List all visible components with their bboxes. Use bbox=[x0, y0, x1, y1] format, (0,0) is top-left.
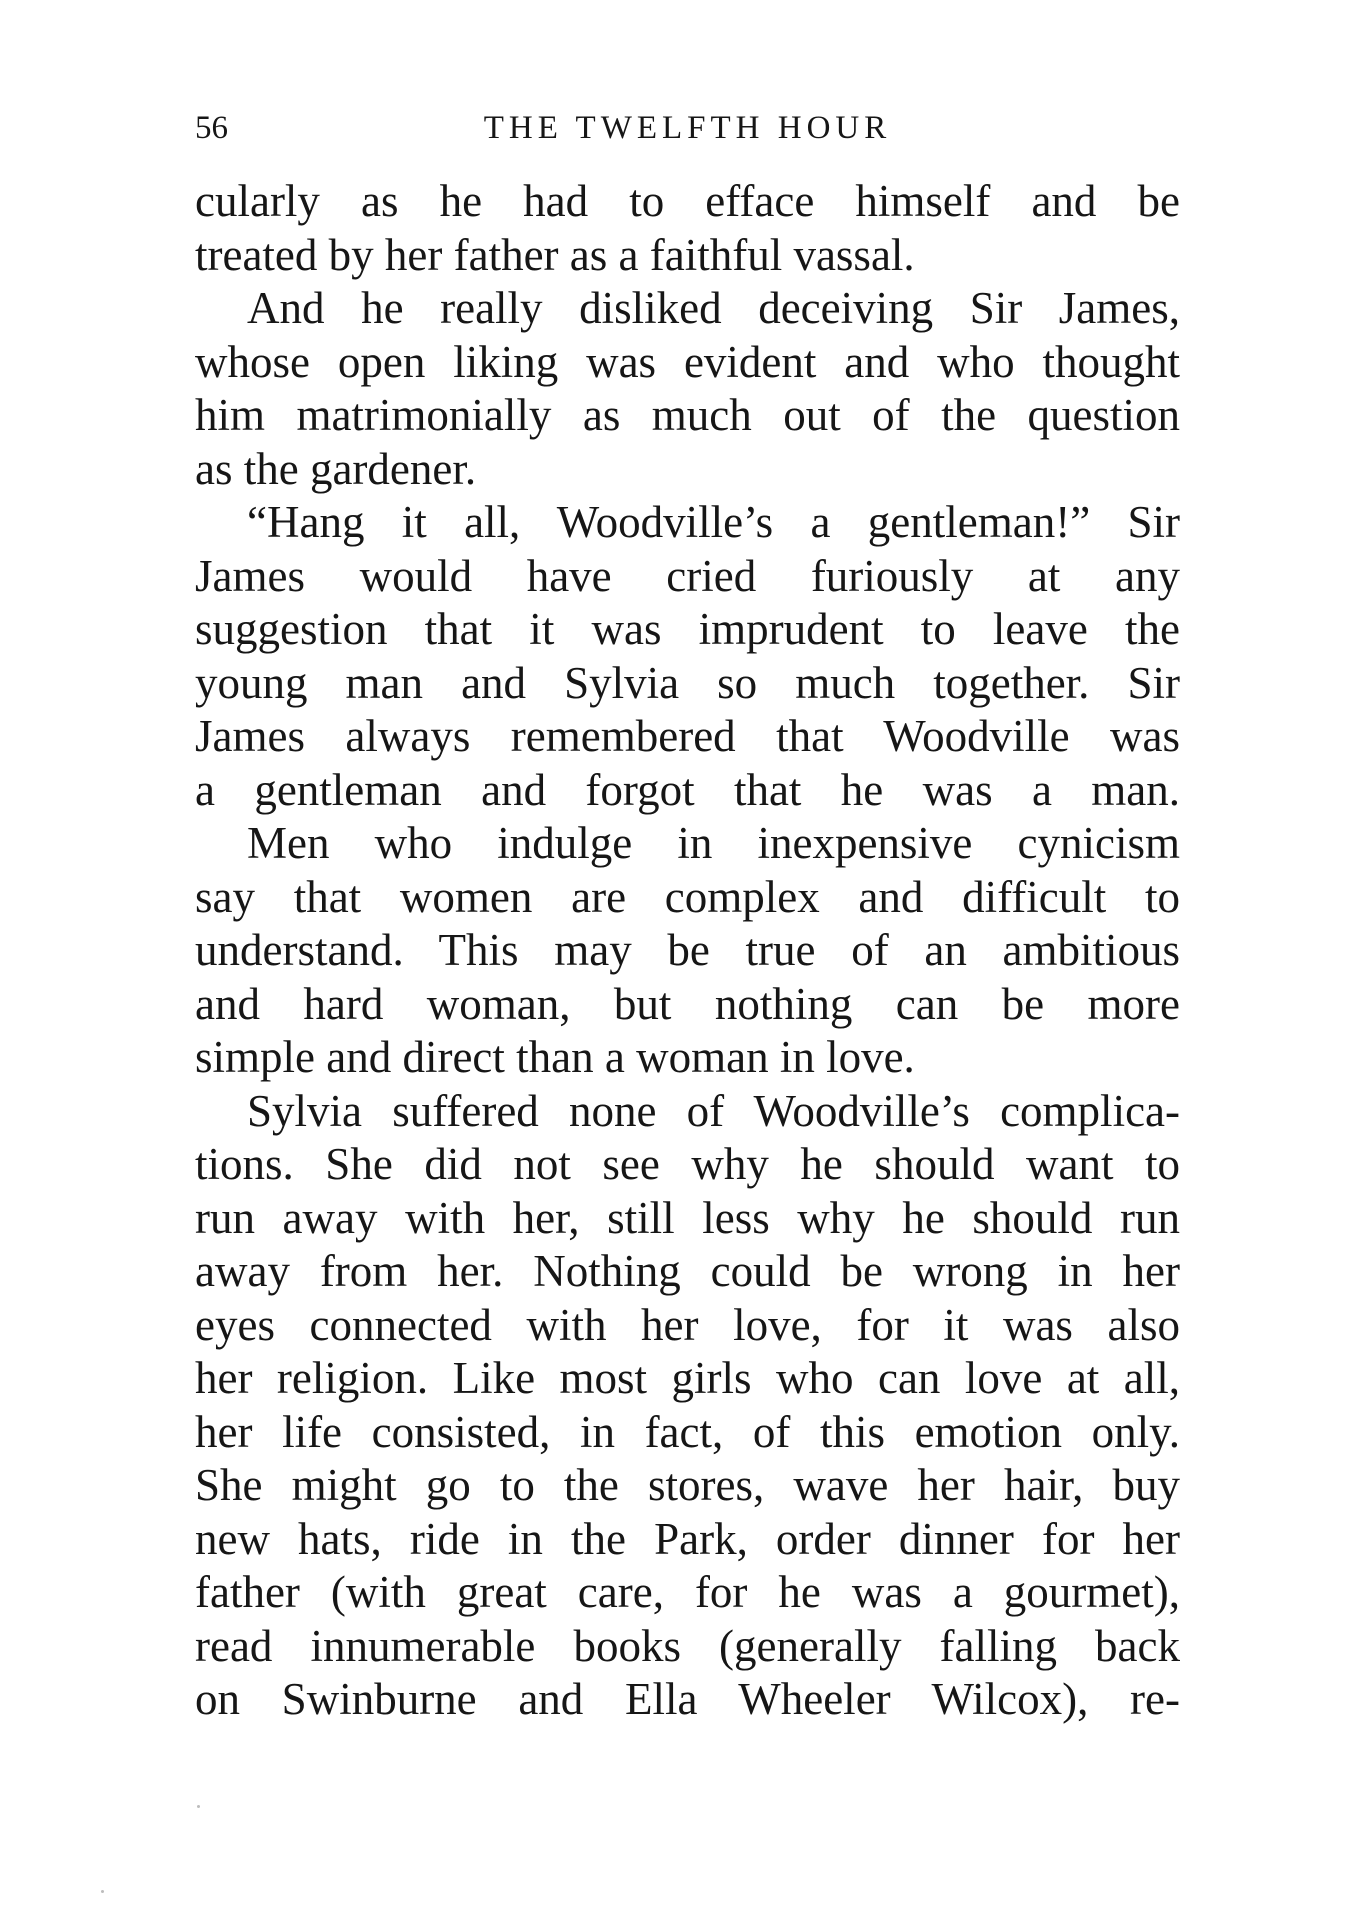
text-line: understand. This may be true of an ambitious bbox=[195, 925, 1180, 975]
paper-speck bbox=[101, 1890, 104, 1893]
paragraph-4 bbox=[195, 817, 1180, 1085]
text-line: new hats, ride in the Park, order dinner for her bbox=[195, 1513, 1180, 1564]
text-line: simple and direct than a woman in love. bbox=[195, 1032, 915, 1082]
text-line: read innumerable books (generally falling back bbox=[195, 1620, 1180, 1671]
text-line: him matrimonially as much out of the question bbox=[195, 390, 1180, 440]
page-header bbox=[195, 108, 1180, 148]
text-line: cularly as he had to efface himself and be bbox=[195, 176, 1180, 226]
text-line: her life consisted, in fact, of this emotion only. bbox=[195, 1406, 1180, 1457]
text-line: away from her. Nothing could be wrong in her bbox=[195, 1246, 1180, 1296]
text-line: on Swinburne and Ella Wheeler Wilcox), re- bbox=[195, 1674, 1180, 1724]
text-line: treated by her father as a faithful vassal. bbox=[195, 229, 915, 280]
text-line: She might go to the stores, wave her hair, buy bbox=[195, 1460, 1180, 1510]
text-line: eyes connected with her love, for it was also bbox=[195, 1299, 1180, 1350]
paragraph-5 bbox=[195, 1085, 1180, 1727]
text-line: James would have cried furiously at any bbox=[195, 550, 1180, 601]
text-line: suggestion that it was imprudent to leave the bbox=[195, 604, 1180, 654]
text-line: James always remembered that Woodville was bbox=[195, 711, 1180, 761]
text-line: and hard woman, but nothing can be more bbox=[195, 978, 1180, 1029]
text-line: run away with her, still less why he should run bbox=[195, 1192, 1180, 1243]
running-title: THE TWELFTH HOUR bbox=[483, 110, 892, 146]
body-text bbox=[195, 175, 1180, 1727]
text-line: a gentleman and forgot that he was a man. bbox=[195, 764, 1180, 815]
text-line: say that women are complex and difficult to bbox=[195, 871, 1180, 922]
text-line: Men who indulge in inexpensive cynicism bbox=[247, 818, 1180, 868]
text-line: “Hang it all, Woodville’s a gentleman!” Sir bbox=[247, 497, 1180, 547]
text-line: whose open liking was evident and who thought bbox=[195, 336, 1180, 387]
paper-speck bbox=[197, 1805, 200, 1808]
page-number: 56 bbox=[195, 110, 228, 146]
text-line: tions. She did not see why he should want to bbox=[195, 1139, 1180, 1189]
text-line: as the gardener. bbox=[195, 443, 477, 494]
paragraph-3 bbox=[195, 496, 1180, 817]
text-line: her religion. Like most girls who can love at all, bbox=[195, 1353, 1180, 1403]
paragraph-2 bbox=[195, 282, 1180, 496]
paragraph-1 bbox=[195, 175, 1180, 282]
text-line: And he really disliked deceiving Sir James, bbox=[247, 283, 1180, 333]
text-line: Sylvia suffered none of Woodville’s complica- bbox=[247, 1085, 1180, 1136]
text-line: young man and Sylvia so much together. Sir bbox=[195, 657, 1180, 708]
text-line: father (with great care, for he was a gourmet), bbox=[195, 1567, 1180, 1617]
